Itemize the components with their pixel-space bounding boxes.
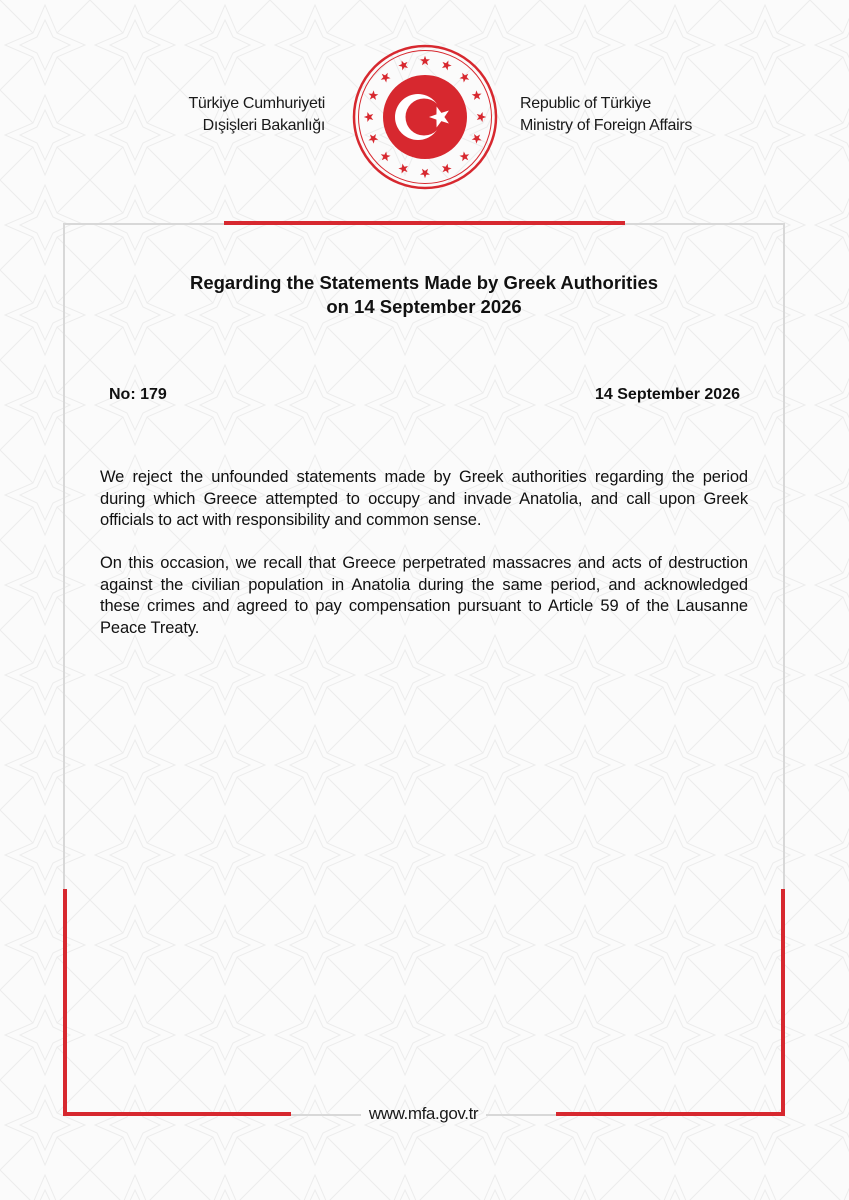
- seal-star-icon: [442, 60, 452, 70]
- press-release-number: No: 179: [109, 386, 167, 403]
- frame-right-accent: [781, 889, 785, 1116]
- seal-star-icon: [472, 134, 482, 144]
- seal-star-icon: [459, 151, 469, 161]
- seal-star-icon: [442, 164, 452, 174]
- document-title: [100, 271, 748, 319]
- header-turkish-line1: Türkiye Cumhuriyeti: [188, 95, 325, 112]
- seal-star-icon: [398, 60, 408, 70]
- footer-website-link[interactable]: www.mfa.gov.tr: [368, 1104, 479, 1123]
- seal-star-icon: [459, 73, 469, 83]
- frame-bottom-right-border: [486, 1114, 556, 1116]
- frame-bottom-left-border: [291, 1114, 361, 1116]
- seal-star-icon: [368, 90, 378, 100]
- frame-bottom-left-accent: [63, 1112, 291, 1116]
- header-turkish-line2: Dışişleri Bakanlığı: [202, 117, 325, 134]
- seal-star-icon: [364, 112, 373, 122]
- header-english-line2: Ministry of Foreign Affairs: [520, 117, 693, 134]
- header-english-line1: Republic of Türkiye: [520, 95, 651, 112]
- seal-star-icon: [381, 73, 391, 83]
- seal-star-icon: [381, 151, 391, 161]
- document-title-line1: Regarding the Statements Made by Greek Authorities: [189, 272, 659, 293]
- seal-star-icon: [477, 112, 486, 122]
- document-title-line2: on 14 September 2026: [326, 296, 522, 317]
- frame-right-border: [783, 223, 785, 889]
- frame-left-accent: [63, 889, 67, 1116]
- frame-left-border: [63, 223, 65, 889]
- frame-top-accent: [224, 221, 625, 225]
- press-release-date: 14 September 2026: [595, 386, 740, 403]
- body-paragraph: We reject the unfounded statements made by Greek authorities regarding the period during which Greece attempted to occupy and invade Anatolia, and call upon Greek officials to act with responsibility and common sense.: [100, 468, 748, 529]
- header-turkish-name: [150, 93, 325, 137]
- seal-star-icon: [472, 90, 482, 100]
- ministry-seal-icon: [352, 44, 498, 190]
- seal-star-icon: [420, 169, 430, 178]
- seal-star-icon: [398, 164, 408, 174]
- seal-star-icon: [368, 134, 378, 144]
- frame-bottom-right-accent: [556, 1112, 785, 1116]
- header-english-name: [520, 93, 740, 137]
- body-paragraph: On this occasion, we recall that Greece perpetrated massacres and acts of destruction against the civilian population in Anatolia during the same period, and acknowledged these crimes and agreed to pay compensation pursuant to Article 59 of the Lausanne Peace Treaty.: [100, 554, 748, 637]
- seal-star-icon: [420, 56, 430, 65]
